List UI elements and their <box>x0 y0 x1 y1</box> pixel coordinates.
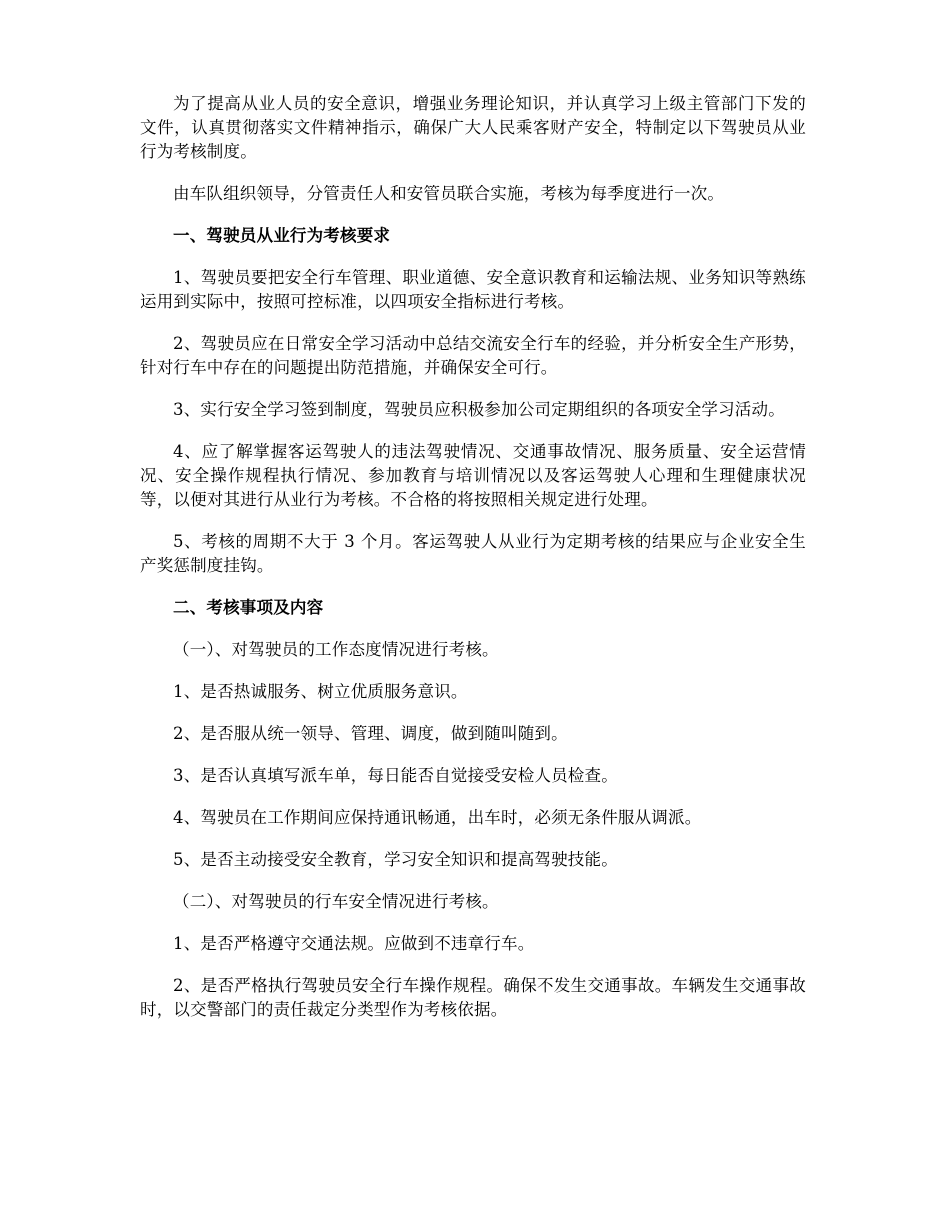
subsection-title: （二）、对驾驶员的行车安全情况进行考核。 <box>173 892 499 911</box>
assessment-item: 4、驾驶员在工作期间应保持通讯畅通，出车时，必须无条件服从调派。 <box>173 808 702 827</box>
assessment-item: 5、是否主动接受安全教育，学习安全知识和提高驾驶技能。 <box>173 850 618 869</box>
requirement-item: 5、考核的周期不大于 3 个月。客运驾驶人从业行为定期考核的结果应与企业安全生产奖惩制度挂钩。 <box>140 532 806 575</box>
intro-paragraph: 由车队组织领导，分管责任人和安管员联合实施，考核为每季度进行一次。 <box>173 184 725 203</box>
document-page <box>140 92 806 1040</box>
requirement-item: 3、实行安全学习签到制度，驾驶员应积极参加公司定期组织的各项安全学习活动。 <box>173 400 785 419</box>
assessment-item: 2、是否严格执行驾驶员安全行车操作规程。确保不发生交通事故。车辆发生交通事故时，以交警部门的责任裁定分类型作为考核依据。 <box>140 976 806 1019</box>
section-heading: 一、驾驶员从业行为考核要求 <box>173 226 391 245</box>
assessment-item: 3、是否认真填写派车单，每日能否自觉接受安检人员检查。 <box>173 766 618 785</box>
subsection-title: （一）、对驾驶员的工作态度情况进行考核。 <box>173 640 499 659</box>
section-heading: 二、考核事项及内容 <box>173 598 324 617</box>
assessment-item: 2、是否服从统一领导、管理、调度，做到随叫随到。 <box>173 724 568 743</box>
assessment-item: 1、是否严格遵守交通法规。应做到不违章行车。 <box>173 934 535 953</box>
requirement-item: 1、驾驶员要把安全行车管理、职业道德、安全意识教育和运输法规、业务知识等熟练运用到实际中，按照可控标准，以四项安全指标进行考核。 <box>140 268 806 311</box>
intro-paragraph: 为了提高从业人员的安全意识，增强业务理论知识，并认真学习上级主管部门下发的文件，认真贯彻落实文件精神指示，确保广大人民乘客财产安全，特制定以下驾驶员从业行为考核制度。 <box>140 94 806 161</box>
requirement-item: 2、驾驶员应在日常安全学习活动中总结交流安全行车的经验，并分析安全生产形势，针对行车中存在的问题提出防范措施，并确保安全可行。 <box>140 334 806 377</box>
assessment-item: 1、是否热诚服务、树立优质服务意识。 <box>173 682 468 701</box>
requirement-item: 4、应了解掌握客运驾驶人的违法驾驶情况、交通事故情况、服务质量、安全运营情况、安全操作规程执行情况、参加教育与培训情况以及客运驾驶人心理和生理健康状况等，以便对其进行从业行为考核。不合格的将按照相关规定进行处理。 <box>140 442 806 509</box>
